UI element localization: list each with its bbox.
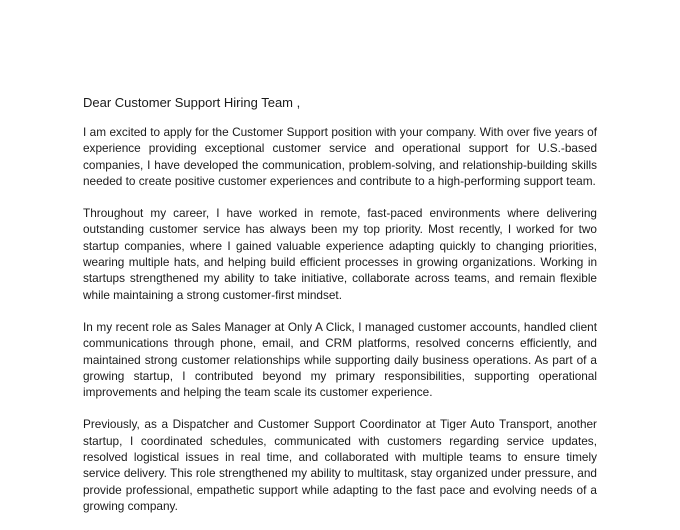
letter-greeting: Dear Customer Support Hiring Team , bbox=[83, 95, 301, 110]
paragraph-previous-role: Previously, as a Dispatcher and Customer Support Coordinator at Tiger Auto Transport, another startup, I coordinated schedules, communicated with customers regarding service updates, resolved logistical issues in real time, and collaborated with multiple teams to ensure timely service delivery. This role strengthened my ability to multitask, stay organized under pressure, and provide professional, empathetic support while adapting to the fast pace and evolving needs of a growing company. bbox=[83, 417, 597, 513]
paragraph-recent-role: In my recent role as Sales Manager at Only A Click, I managed customer accounts, handled client communications through phone, email, and CRM platforms, resolved concerns efficiently, and maintained strong customer relationships while supporting daily business operations. As part of a growing startup, I contributed beyond my primary responsibilities, supporting operational improvements and helping the team scale its customer experience. bbox=[83, 319, 597, 400]
paragraph-career: Throughout my career, I have worked in remote, fast-paced environments where delivering outstanding customer service has always been my top priority. Most recently, I worked for two startup companies, where I gained valuable experience adapting quickly to changing priorities, wearing multiple hats, and helping build efficient processes in growing organizations. Working in startups strengthened my ability to take initiative, collaborate across teams, and remain flexible while maintaining a strong customer-first mindset. bbox=[83, 206, 597, 302]
paragraph-intro: I am excited to apply for the Customer Support position with your company. With over five years of experience providing exceptional customer service and operational support for U.S.-based companies, I have developed the communication, problem-solving, and relationship-building skills needed to create positive customer experiences and contribute to a high-performing support team. bbox=[83, 125, 597, 188]
cover-letter bbox=[83, 95, 597, 530]
